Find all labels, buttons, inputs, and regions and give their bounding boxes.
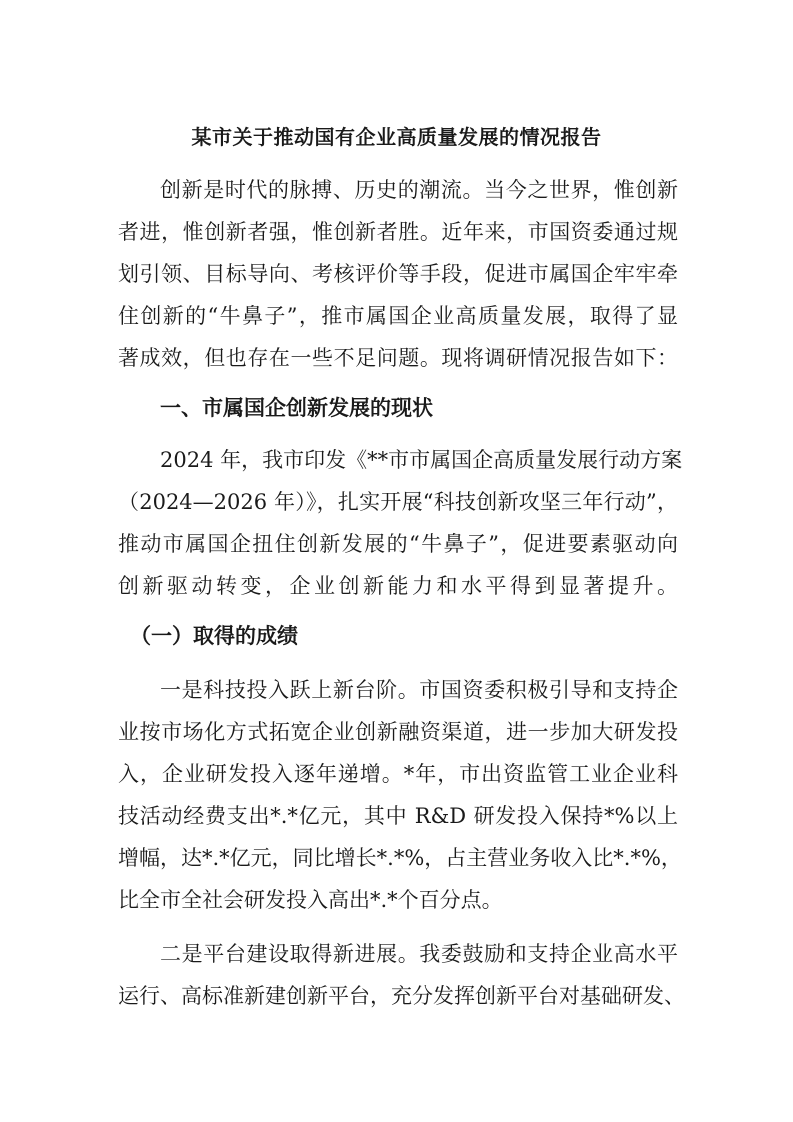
intro-line: 著成效，但也存在一些不足问题。现将调研情况报告如下： (118, 346, 678, 370)
section1-line: 推动市属国企扭住创新发展的“牛鼻子”，促进要素驱动向 (118, 532, 678, 556)
point1-line: 业按市场化方式拓宽企业创新融资渠道，进一步加大研发投 (118, 720, 678, 744)
intro-line: 划引领、目标导向、考核评价等手段，促进市属国企牢牢牵 (118, 262, 678, 286)
section1-line: （2024—2026 年）》，扎实开展“科技创新攻坚三年行动”， (118, 490, 678, 514)
intro-line: 创新是时代的脉搏、历史的潮流。当今之世界，惟创新 (160, 178, 678, 202)
point1-line: 技活动经费支出*.*亿元，其中 R&D 研发投入保持*%以上 (118, 804, 678, 828)
intro-line: 住创新的“牛鼻子”，推市属国企业高质量发展，取得了显 (118, 304, 678, 328)
section1-line: 创新驱动转变，企业创新能力和水平得到显著提升。 (118, 574, 678, 598)
document-title: 某市关于推动国有企业高质量发展的情况报告 (191, 125, 602, 149)
point2-line: 运行、高标准新建创新平台，充分发挥创新平台对基础研发、 (118, 984, 685, 1008)
section1-line: 2024 年，我市印发《**市市属国企高质量发展行动方案 (160, 448, 683, 472)
point1-line: 比全市全社会研发投入高出*.*个百分点。 (118, 888, 503, 912)
intro-line: 者进，惟创新者强，惟创新者胜。近年来，市国资委通过规 (118, 220, 678, 244)
point1-line: 一是科技投入跃上新台阶。市国资委积极引导和支持企 (160, 678, 678, 702)
subsection-heading: （一）取得的成绩 (130, 623, 298, 648)
section-heading: 一、市属国企创新发展的现状 (160, 395, 433, 420)
point1-line: 增幅，达*.*亿元，同比增长*.*%，占主营业务收入比*.*%， (118, 846, 682, 870)
point2-line: 二是平台建设取得新进展。我委鼓励和支持企业高水平 (160, 942, 678, 966)
point1-line: 入，企业研发投入逐年递增。*年，市出资监管工业企业科 (118, 762, 678, 786)
